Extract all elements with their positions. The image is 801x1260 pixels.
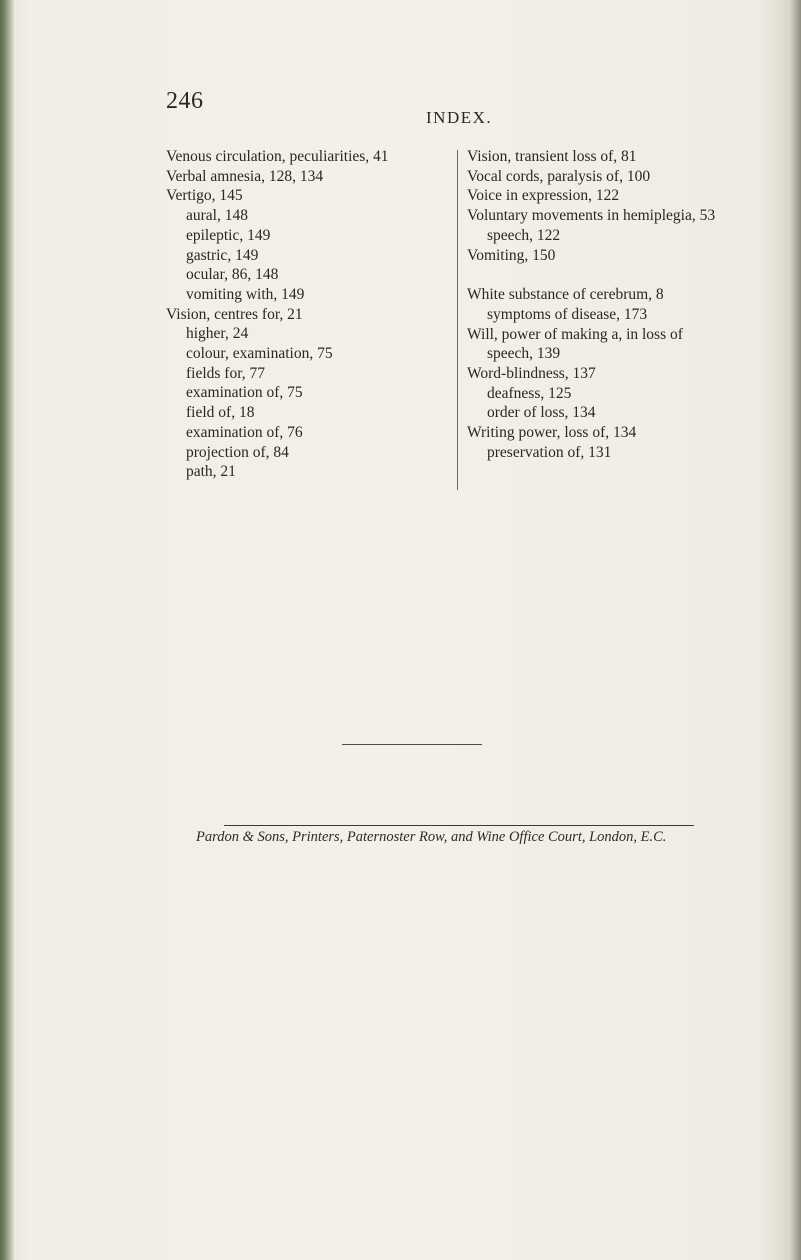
index-entry: Vision, transient loss of, 81: [467, 148, 637, 165]
index-subentry: symptoms of disease, 173: [487, 305, 648, 323]
index-entry: Will, power of making a, in loss of: [467, 325, 683, 343]
page-number: 246: [166, 88, 204, 114]
index-subentry: ocular, 86, 148: [186, 266, 279, 284]
index-entry: Vision, centres for, 21: [166, 305, 303, 323]
index-subentry: examination of, 75: [186, 384, 303, 402]
index-entry: Venous circulation, peculiarities, 41: [166, 148, 389, 165]
index-entry-group: [467, 147, 785, 265]
index-subentry: speech, 122: [487, 226, 561, 244]
index-subentry: epileptic, 149: [186, 226, 271, 244]
book-binding-edge: [0, 0, 14, 1260]
index-subentry: order of loss, 134: [487, 404, 596, 422]
index-subentry: colour, examination, 75: [186, 345, 333, 363]
index-column-right: [467, 147, 785, 463]
index-entry: Vertigo, 145: [166, 187, 243, 205]
index-subentry: aural, 148: [186, 207, 248, 225]
index-subentry: examination of, 76: [186, 423, 303, 441]
index-entry: Writing power, loss of, 134: [467, 424, 637, 442]
end-rule: [342, 744, 482, 745]
index-entry: Word-blindness, 137: [467, 365, 596, 383]
page-title: INDEX.: [426, 108, 493, 127]
index-subentry: gastric, 149: [186, 246, 259, 264]
index-entry: Voice in expression, 122: [467, 187, 620, 205]
index-subentry: field of, 18: [186, 404, 255, 422]
index-subentry: projection of, 84: [186, 443, 289, 461]
column-divider: [457, 150, 458, 490]
index-entry: Voluntary movements in hemiplegia, 53: [467, 207, 716, 225]
index-entry: White substance of cerebrum, 8: [467, 286, 664, 304]
index-column-left: [166, 147, 451, 482]
index-subentry: speech, 139: [487, 345, 561, 363]
printer-imprint: Pardon & Sons, Printers, Paternoster Row, and Wine Office Court, London, E.C.: [196, 829, 667, 845]
index-entry-group: [467, 285, 785, 462]
index-subentry: higher, 24: [186, 325, 249, 343]
index-subentry: preservation of, 131: [487, 443, 612, 461]
index-subentry: path, 21: [186, 463, 236, 481]
index-entry: Verbal amnesia, 128, 134: [166, 167, 324, 185]
page-right-edge: [789, 0, 801, 1260]
printer-imprint-rule: [224, 825, 694, 826]
index-subentry: vomiting with, 149: [186, 285, 305, 303]
index-subentry: fields for, 77: [186, 364, 266, 382]
index-entry: Vomiting, 150: [467, 246, 556, 264]
index-entry: Vocal cords, paralysis of, 100: [467, 167, 651, 185]
index-subentry: deafness, 125: [487, 384, 572, 402]
